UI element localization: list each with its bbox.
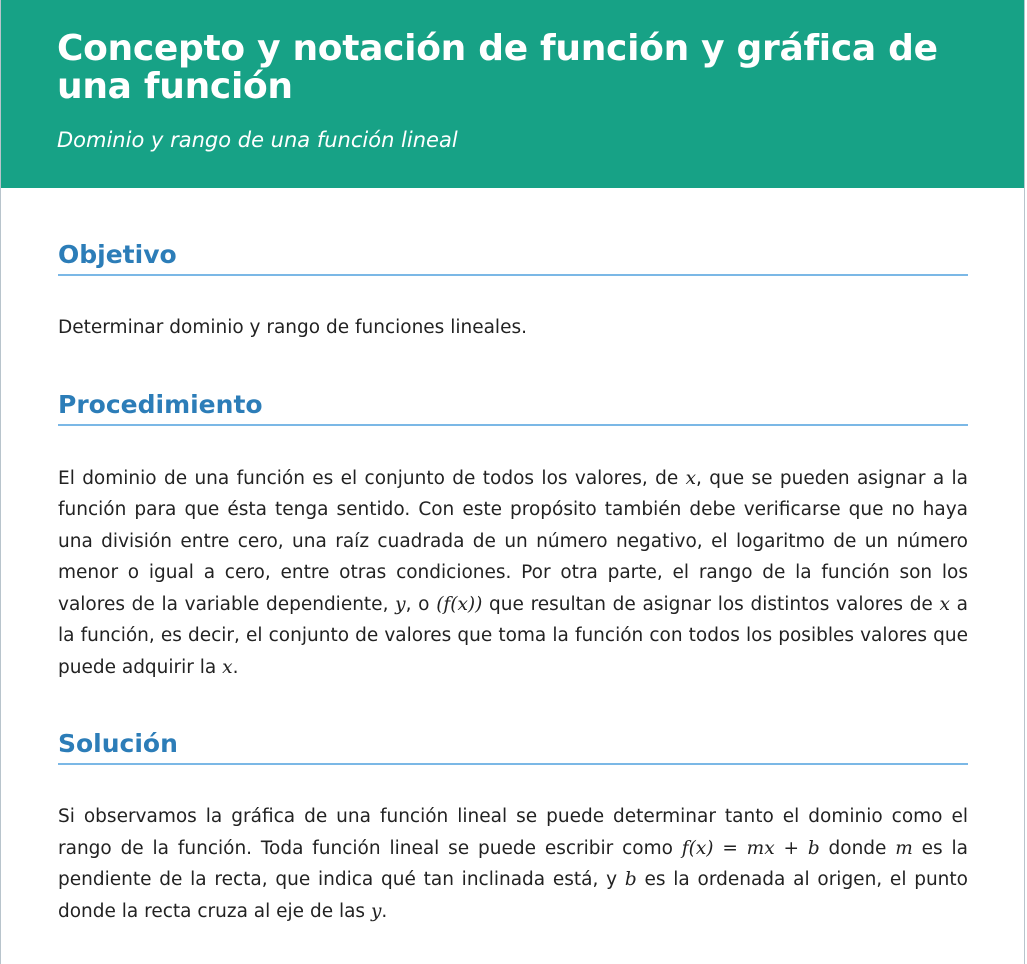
section-objetivo — [58, 240, 968, 344]
text-run: donde — [819, 837, 896, 859]
section-title-procedimiento: Procedimiento — [58, 390, 968, 426]
math-y: y — [395, 593, 406, 615]
section-solucion — [58, 729, 968, 927]
solucion-text — [58, 801, 968, 927]
text-run: El dominio de una función es el conjunto de todos los valores, de — [58, 467, 686, 489]
section-procedimiento — [58, 390, 968, 684]
text-run: que resultan de asignar los distintos valores de — [482, 593, 940, 615]
text-run: Si observamos la gráfica de una función lineal se puede determinar tanto el dominio como el rango de la función. Toda función lineal se puede escribir como — [58, 806, 968, 859]
math-f-of-x: (f(x)) — [436, 593, 483, 615]
math-y: y — [370, 900, 382, 922]
page-subtitle: Dominio y rango de una función lineal — [57, 128, 458, 152]
math-x: x — [685, 467, 697, 489]
text-run: es la pendiente de la recta, que indica qué tan inclinada está, y — [58, 837, 968, 890]
section-title-objetivo: Objetivo — [58, 240, 968, 276]
objetivo-text: Determinar dominio y rango de funciones lineales. — [58, 317, 527, 338]
math-b: b — [624, 869, 637, 890]
math-x: x — [939, 593, 950, 615]
text-run: . — [232, 656, 239, 678]
math-linear-equation: f(x) = mx + b — [681, 837, 820, 859]
text-run: , o — [405, 593, 437, 615]
math-x: x — [222, 656, 233, 678]
main-content — [1, 240, 1024, 927]
text-run: . — [381, 900, 388, 922]
text-run: es la ordenada al origen, el punto donde la recta cruza al eje de las — [58, 869, 968, 922]
text-run: , que se pueden asignar a la función para que ésta tenga sentido. Con este propósito también debe verificarse que no haya una división entre cero, una raíz cuadrada de un número negativo, el logaritmo de un número menor o igual a cero, entre otras condiciones. Por otra parte, el rango de la función son los valores de la variable dependiente, — [58, 467, 969, 615]
page-title: Concepto y notación de función y gráfica de una función — [57, 28, 938, 107]
header-banner — [1, 0, 1024, 188]
procedimiento-text — [58, 463, 968, 684]
text-run: a la función, es decir, el conjunto de valores que toma la función con todos los posibles valores que puede adquirir la — [58, 593, 968, 678]
math-m: m — [895, 837, 913, 859]
section-title-solucion: Solución — [58, 729, 968, 765]
